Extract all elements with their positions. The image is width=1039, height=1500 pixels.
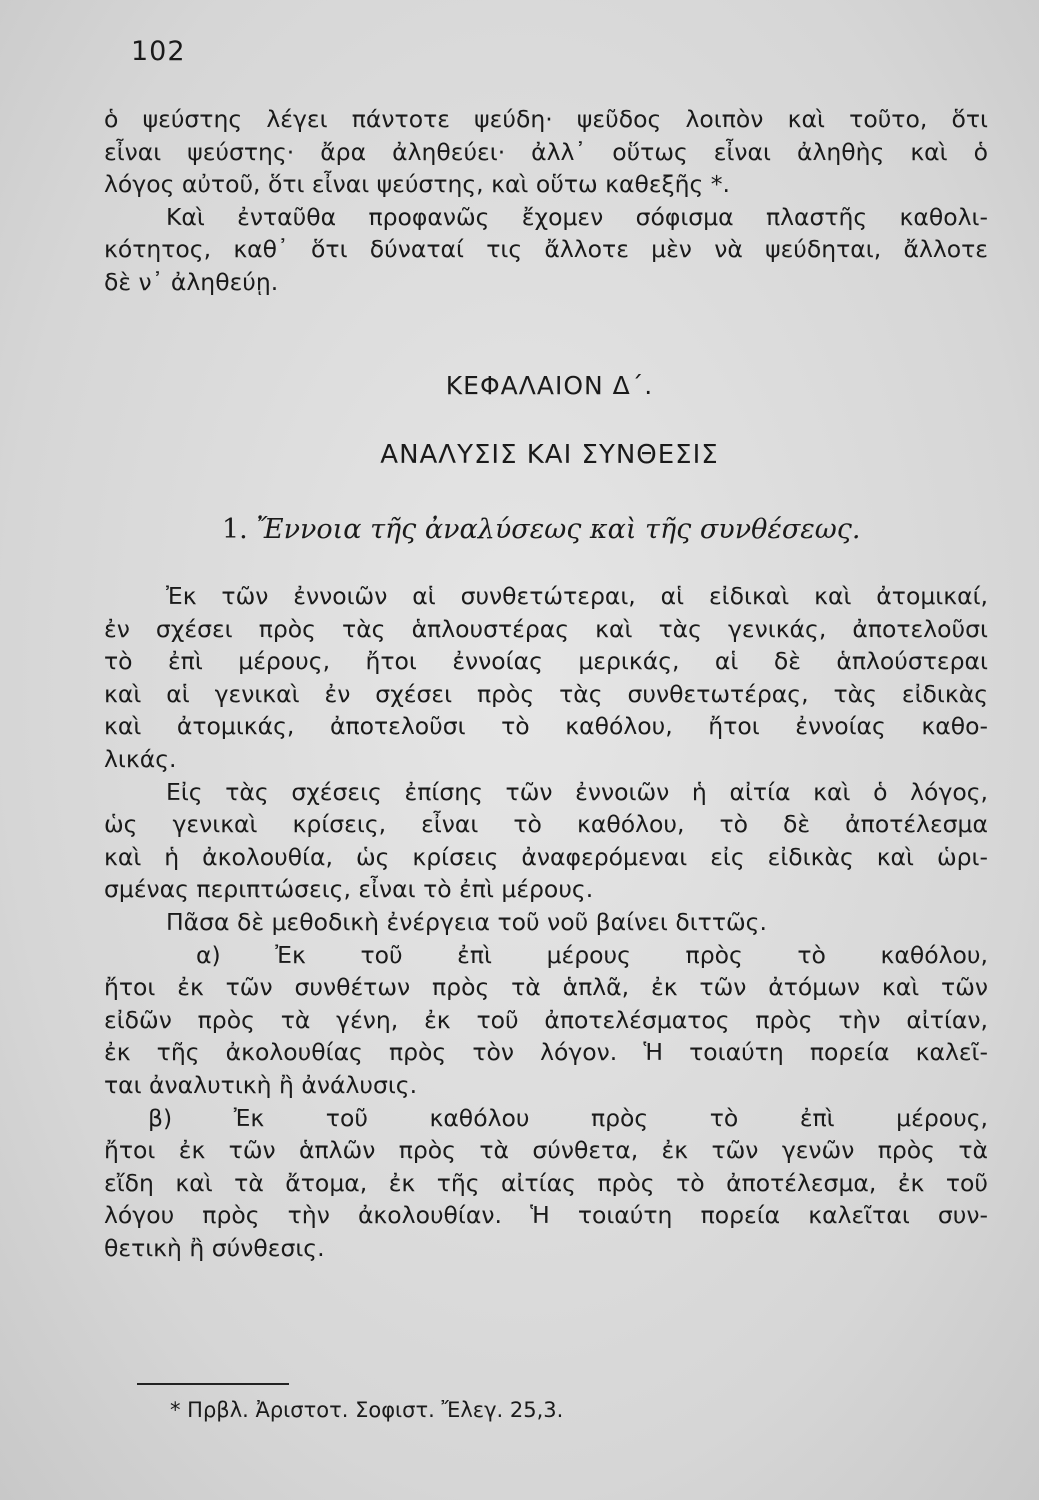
text-line: εἰδῶν πρὸς τὰ γένη, ἐκ τοῦ ἀποτελέσματος πρὸς τὴν αἰτίαν, bbox=[104, 1005, 988, 1034]
text-line: ἤτοι ἐκ τῶν συνθέτων πρὸς τὰ ἁπλᾶ, ἐκ τῶν ἀτόμων καὶ τῶν bbox=[104, 973, 988, 1002]
chapter-label: ΚΕΦΑΛΑΙΟΝ Δ΄. bbox=[445, 371, 654, 400]
text-line: θετικὴ ἢ σύνθεσις. bbox=[104, 1233, 325, 1262]
footnote-divider bbox=[137, 1383, 289, 1385]
text-line: τὸ ἐπὶ μέρους, ἤτοι ἐννοίας μερικάς, αἱ δὲ ἁπλούστεραι bbox=[104, 647, 988, 676]
section-number: 1. bbox=[222, 514, 248, 545]
footnote: * Πρβλ. Ἀριστοτ. Σοφιστ. Ἔλεγ. 25,3. bbox=[170, 1398, 564, 1422]
text-line: ται ἀναλυτικὴ ἢ ἀνάλυσις. bbox=[104, 1070, 418, 1099]
body-text bbox=[104, 580, 988, 1264]
text-line: ἐκ τῆς ἀκολουθίας πρὸς τὸν λόγον. Ἡ τοιαύτη πορεία καλεῖ- bbox=[104, 1038, 988, 1067]
text-line: καὶ αἱ γενικαὶ ἐν σχέσει πρὸς τὰς συνθετωτέρας, τὰς εἰδικὰς bbox=[104, 679, 988, 708]
intro-paragraph bbox=[104, 103, 988, 299]
text-line: σμένας περιπτώσεις, εἶναι τὸ ἐπὶ μέρους. bbox=[104, 875, 594, 904]
text-line: Καὶ ἐνταῦθα προφανῶς ἔχομεν σόφισμα πλαστῆς καθολι- bbox=[166, 202, 988, 231]
section-heading bbox=[222, 514, 861, 545]
text-line: εἶναι ψεύστης· ἄρα ἀληθεύει· ἀλλ᾽ οὕτως εἶναι ἀληθὴς καὶ ὁ bbox=[104, 137, 988, 166]
text-line: ὁ ψεύστης λέγει πάντοτε ψεύδη· ψεῦδος λοιπὸν καὶ τοῦτο, ὅτι bbox=[104, 105, 988, 133]
text-line: ἐν σχέσει πρὸς τὰς ἁπλουστέρας καὶ τὰς γενικάς, ἀποτελοῦσι bbox=[104, 614, 988, 643]
text-line: λόγος αὐτοῦ, ὅτι εἶναι ψεύστης, καὶ οὕτω καθεξῆς *. bbox=[104, 170, 731, 199]
text-line: Ἐκ τῶν ἐννοιῶν αἱ συνθετώτεραι, αἱ εἰδικαὶ καὶ ἀτομικαί, bbox=[166, 582, 988, 610]
section-title: Ἔννοια τῆς ἀναλύσεως καὶ τῆς συνθέσεως. bbox=[256, 514, 861, 545]
text-line: Πᾶσα δὲ μεθοδικὴ ἐνέργεια τοῦ νοῦ βαίνει διττῶς. bbox=[166, 907, 767, 936]
text-line: α) Ἐκ τοῦ ἐπὶ μέρους πρὸς τὸ καθόλου, bbox=[196, 940, 988, 969]
text-line: λόγου πρὸς τὴν ἀκολουθίαν. Ἡ τοιαύτη πορεία καλεῖται συν- bbox=[104, 1201, 988, 1230]
text-line: ὡς γενικαὶ κρίσεις, εἶναι τὸ καθόλου, τὸ δὲ ἀποτέλεσμα bbox=[104, 810, 988, 839]
chapter-title: ΑΝΑΛΥΣΙΣ ΚΑΙ ΣΥΝΘΕΣΙΣ bbox=[380, 440, 719, 470]
text-line: β) Ἐκ τοῦ καθόλου πρὸς τὸ ἐπὶ μέρους, bbox=[148, 1103, 988, 1132]
text-line: κότητος, καθ᾽ ὅτι δύναταί τις ἄλλοτε μὲν νὰ ψεύδηται, ἄλλοτε bbox=[104, 235, 988, 264]
text-line: Εἰς τὰς σχέσεις ἐπίσης τῶν ἐννοιῶν ἡ αἰτία καὶ ὁ λόγος, bbox=[166, 777, 988, 806]
text-line: καὶ ἡ ἀκολουθία, ὡς κρίσεις ἀναφερόμεναι εἰς εἰδικὰς καὶ ὡρι- bbox=[104, 842, 988, 871]
page-number: 102 bbox=[131, 36, 186, 67]
text-line: εἴδη καὶ τὰ ἄτομα, ἐκ τῆς αἰτίας πρὸς τὸ ἀποτέλεσμα, ἐκ τοῦ bbox=[104, 1168, 988, 1197]
text-line: καὶ ἀτομικάς, ἀποτελοῦσι τὸ καθόλου, ἤτοι ἐννοίας καθο- bbox=[104, 712, 988, 741]
text-line: λικάς. bbox=[104, 744, 177, 773]
text-line: ἤτοι ἐκ τῶν ἁπλῶν πρὸς τὰ σύνθετα, ἐκ τῶν γενῶν πρὸς τὰ bbox=[104, 1136, 988, 1165]
text-line: δὲ ν᾽ ἀληθεύῃ. bbox=[104, 267, 279, 296]
